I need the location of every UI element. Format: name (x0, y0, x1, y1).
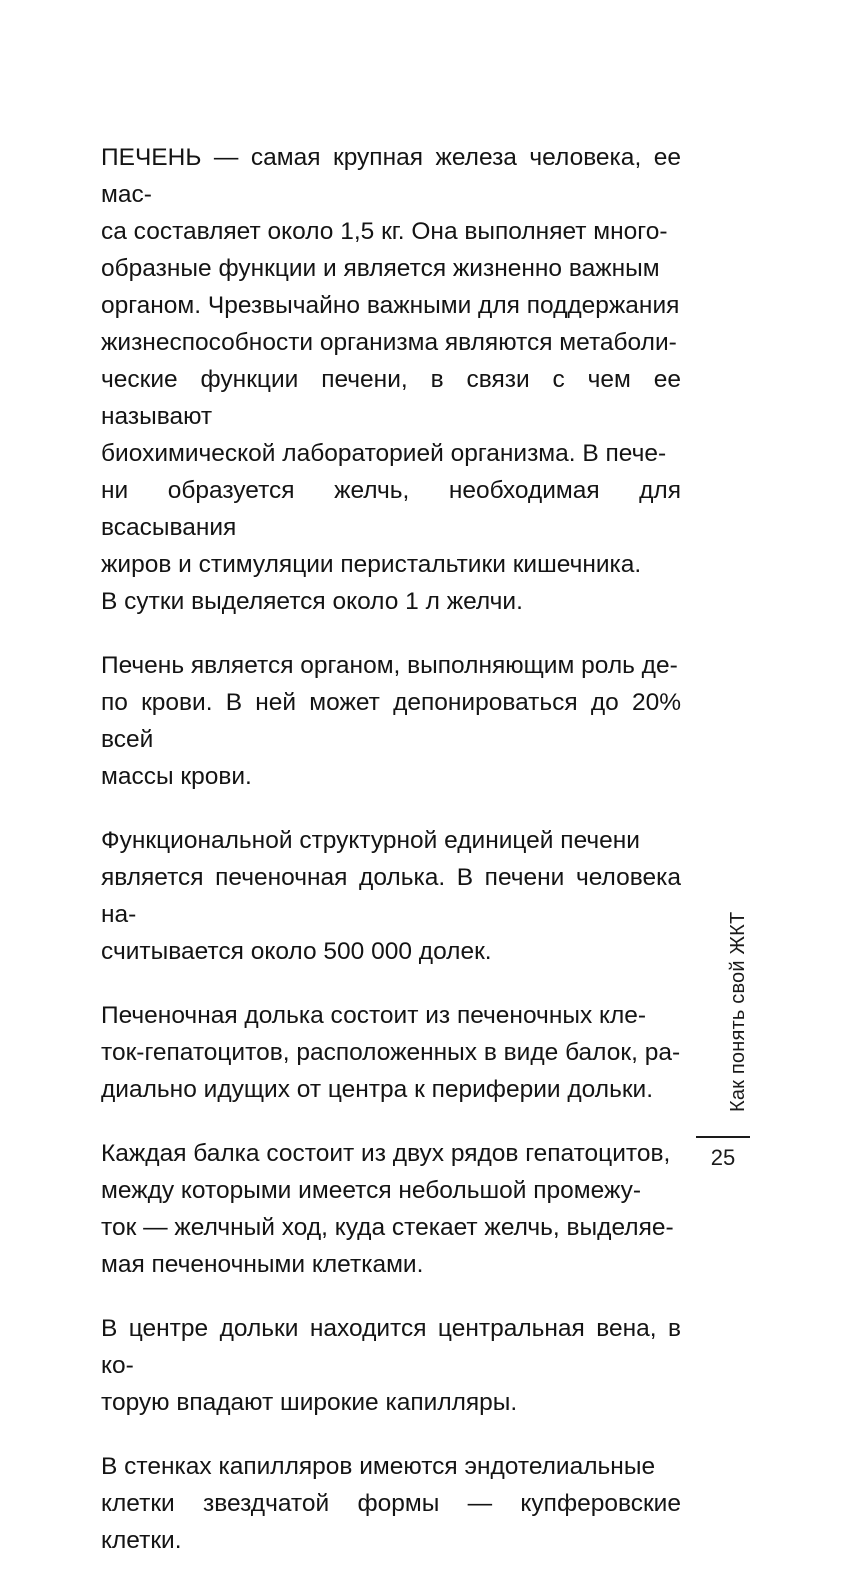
folio-divider (696, 1136, 750, 1138)
body-text (101, 139, 681, 1586)
paragraph-liver-intro: ПЕЧЕНЬ — самая крупная железа человека, ее мас- са составляет около 1,5 кг. Она выполняет много- образные функции и является жизненно важным органом. Чрезвычайно важными для поддержания жизнеспособности организма являются метаболи- ческие функции печени, в связи с чем ее называют биохимической лабораторией организма. В пече- ни образуется желчь, необходимая для всасывания жиров и стимуляции перистальтики кишечника. В сутки выделяется около 1 л желчи. (101, 144, 681, 615)
paragraph-blood-depot: Печень является органом, выполняющим роль де- по крови. В ней может депонироваться до 20% всей массы крови. (101, 652, 681, 790)
paragraph-lobule-unit: Функциональной структурной единицей печени является печеночная долька. В печени человека на- считывается около 500 000 долек. (101, 827, 681, 965)
running-head: Как понять свой ЖКТ (727, 911, 749, 1112)
paragraph-central-vein: В центре дольки находится центральная вена, в ко- торую впадают широкие капилляры. (101, 1315, 681, 1416)
paragraph-beam-structure: Каждая балка состоит из двух рядов гепатоцитов, между которыми имеется небольшой промежу- ток — желчный ход, куда стекает желчь, выделяе- мая печеночными клетками. (101, 1140, 674, 1278)
page-number: 25 (710, 1145, 736, 1170)
paragraph-kupffer-cells: В стенках капилляров имеются эндотелиальные клетки звездчатой формы — купферовские клетки. (101, 1453, 681, 1554)
paragraph-lobule-structure: Печеночная долька состоит из печеночных кле- ток-гепатоцитов, расположенных в виде балок, ра- диально идущих от центра к периферии дольки. (101, 1002, 681, 1103)
